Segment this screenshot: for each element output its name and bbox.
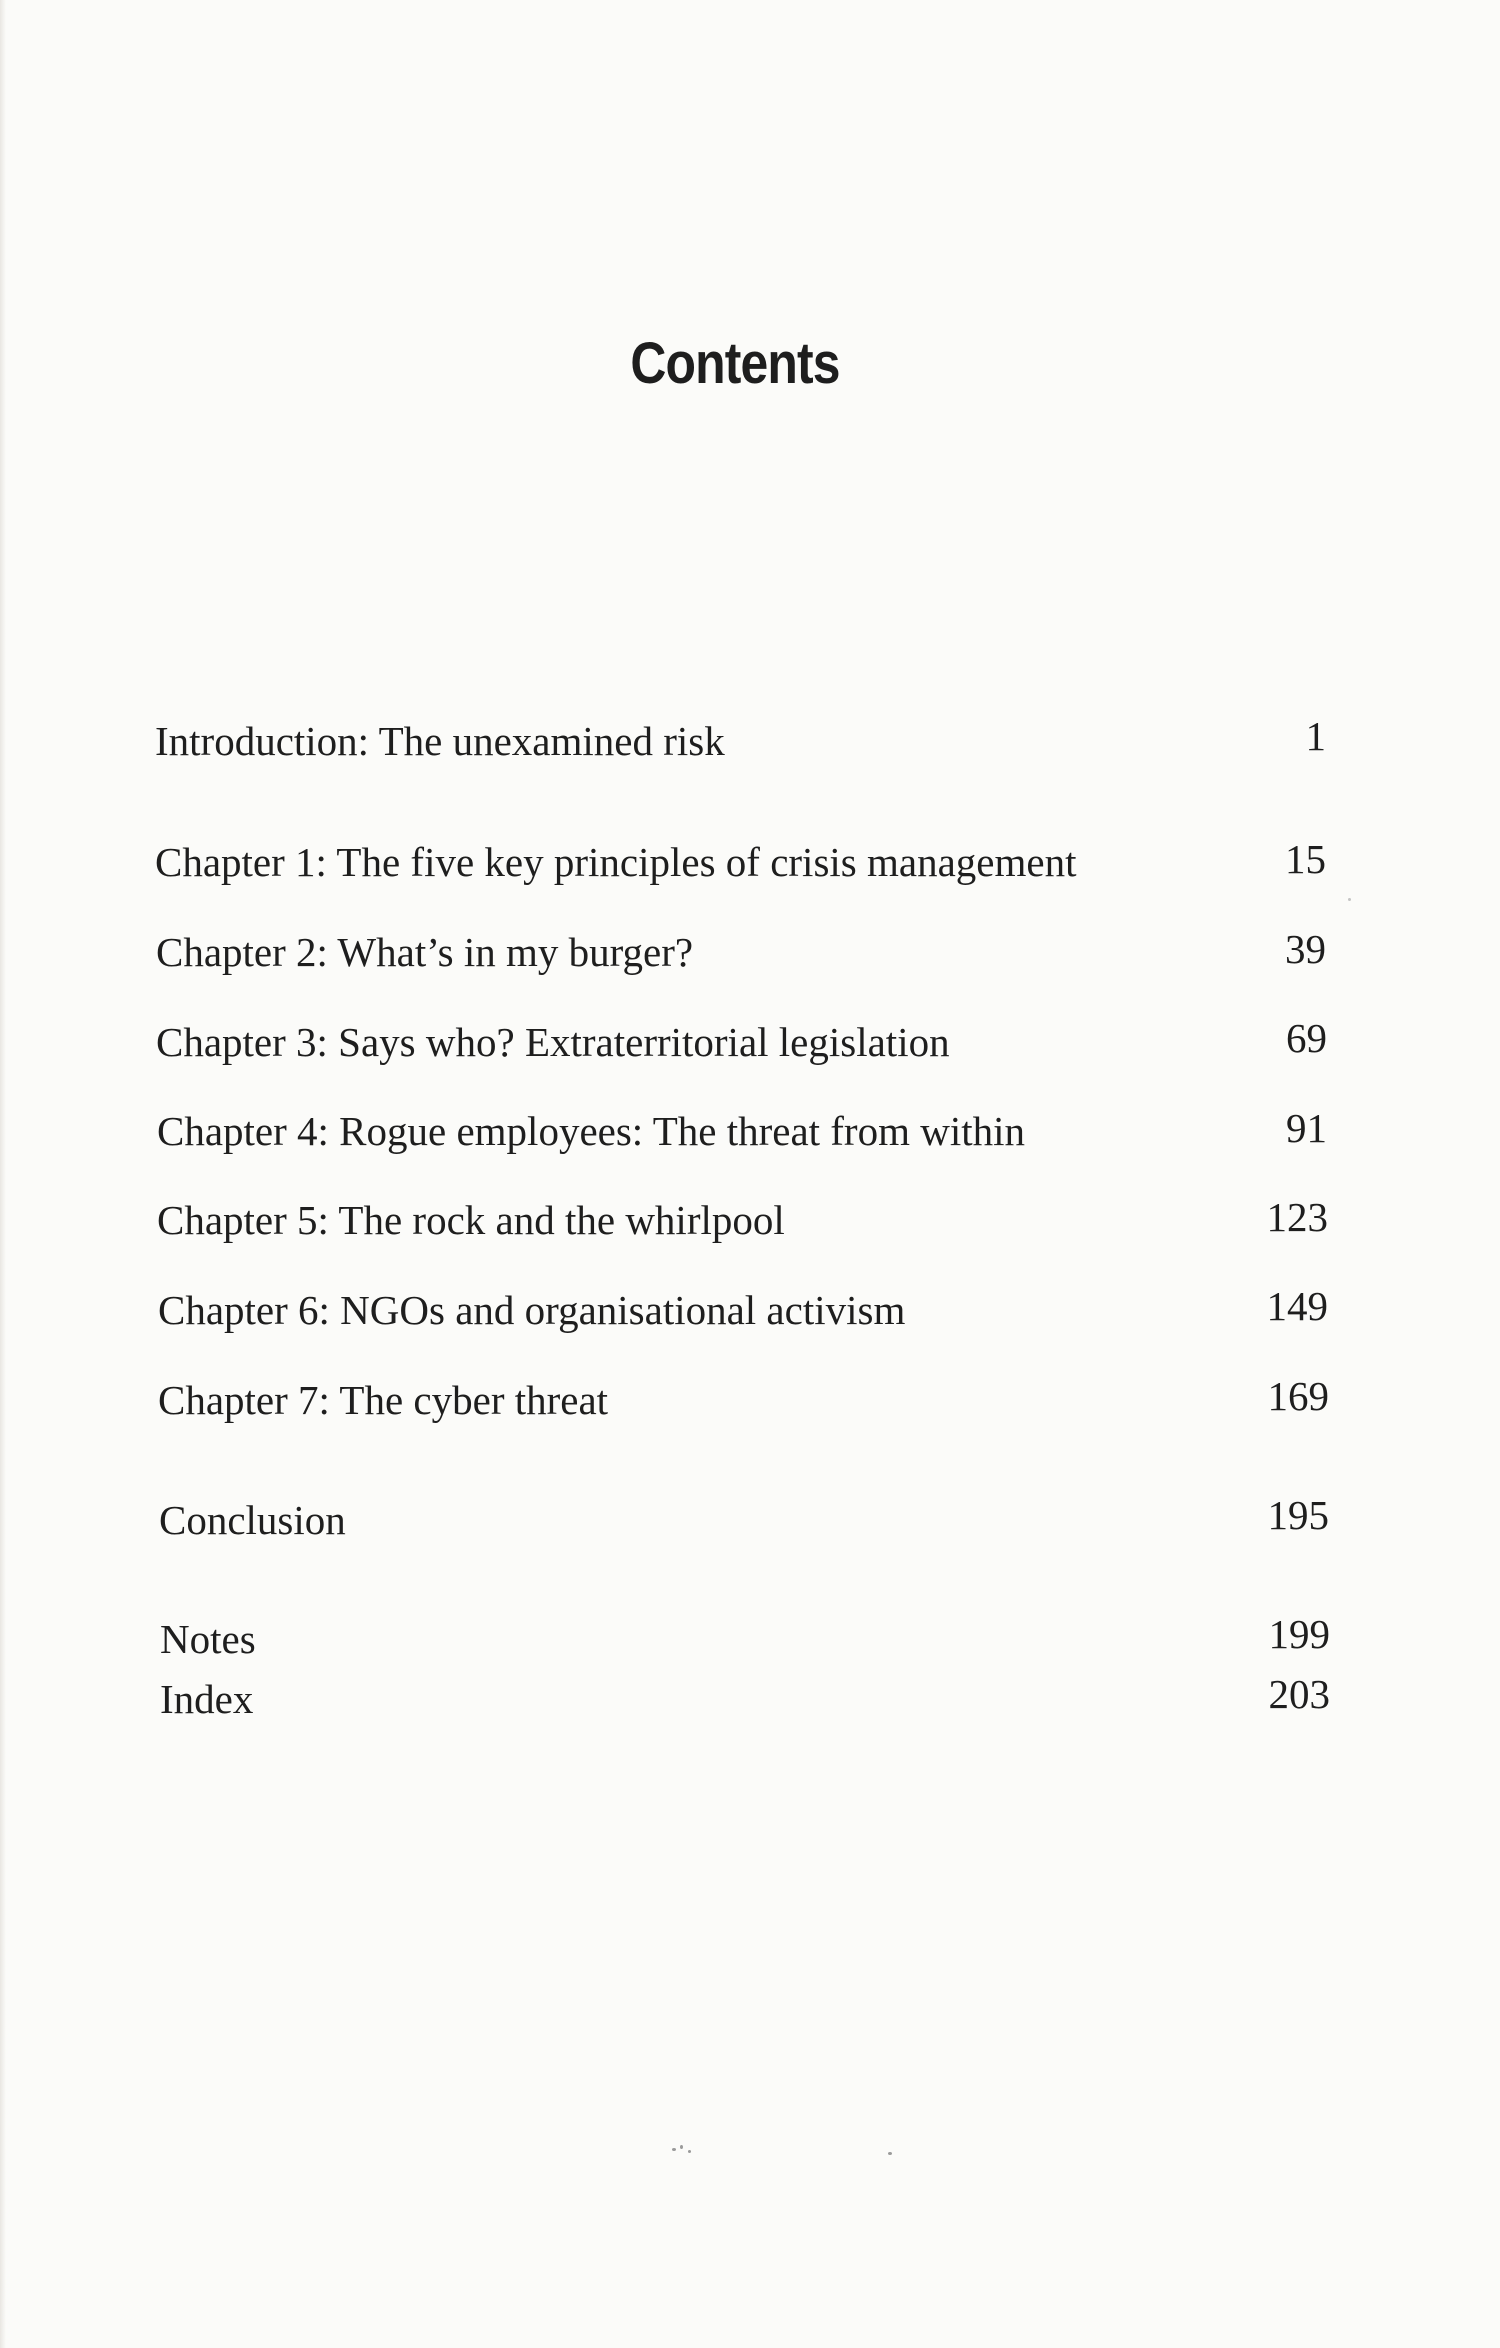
toc-entry-introduction: Introduction: The unexamined risk: [155, 718, 725, 764]
toc-page-chapter-4: 91: [1286, 1105, 1327, 1151]
toc-entry-chapter-5: Chapter 5: The rock and the whirlpool: [157, 1197, 785, 1243]
toc-page-notes: 199: [1268, 1611, 1330, 1657]
toc-page-conclusion: 195: [1267, 1492, 1329, 1538]
toc-entry-notes: Notes: [160, 1616, 256, 1662]
toc-entry-chapter-7: Chapter 7: The cyber threat: [158, 1377, 609, 1423]
toc-page-chapter-6: 149: [1266, 1283, 1328, 1329]
paper-speck: [1348, 898, 1351, 901]
toc-entry-index: Index: [160, 1676, 254, 1722]
toc-entry-chapter-6: Chapter 6: NGOs and organisational activism: [158, 1287, 906, 1333]
toc-page-chapter-3: 69: [1286, 1015, 1327, 1061]
paper-speck: [888, 2152, 892, 2155]
toc-page-chapter-7: 169: [1267, 1373, 1329, 1419]
toc-page-index: 203: [1268, 1671, 1330, 1717]
page-title: Contents: [630, 331, 840, 396]
toc-page-introduction: 1: [1305, 713, 1326, 759]
toc-page-chapter-1: 15: [1285, 836, 1326, 882]
toc-entry-conclusion: Conclusion: [159, 1497, 346, 1543]
paper-speck: [688, 2150, 691, 2153]
toc-entry-chapter-3: Chapter 3: Says who? Extraterritorial legislation: [156, 1019, 950, 1065]
paper-speck: [680, 2145, 683, 2149]
toc-entry-chapter-2: Chapter 2: What’s in my burger?: [156, 929, 694, 975]
toc-page-chapter-2: 39: [1285, 926, 1326, 972]
paper-speck: [672, 2148, 676, 2151]
toc-entry-chapter-4: Chapter 4: Rogue employees: The threat from within: [157, 1108, 1026, 1154]
toc-page-chapter-5: 123: [1266, 1194, 1328, 1240]
toc-entry-chapter-1: Chapter 1: The five key principles of crisis management: [155, 839, 1077, 885]
